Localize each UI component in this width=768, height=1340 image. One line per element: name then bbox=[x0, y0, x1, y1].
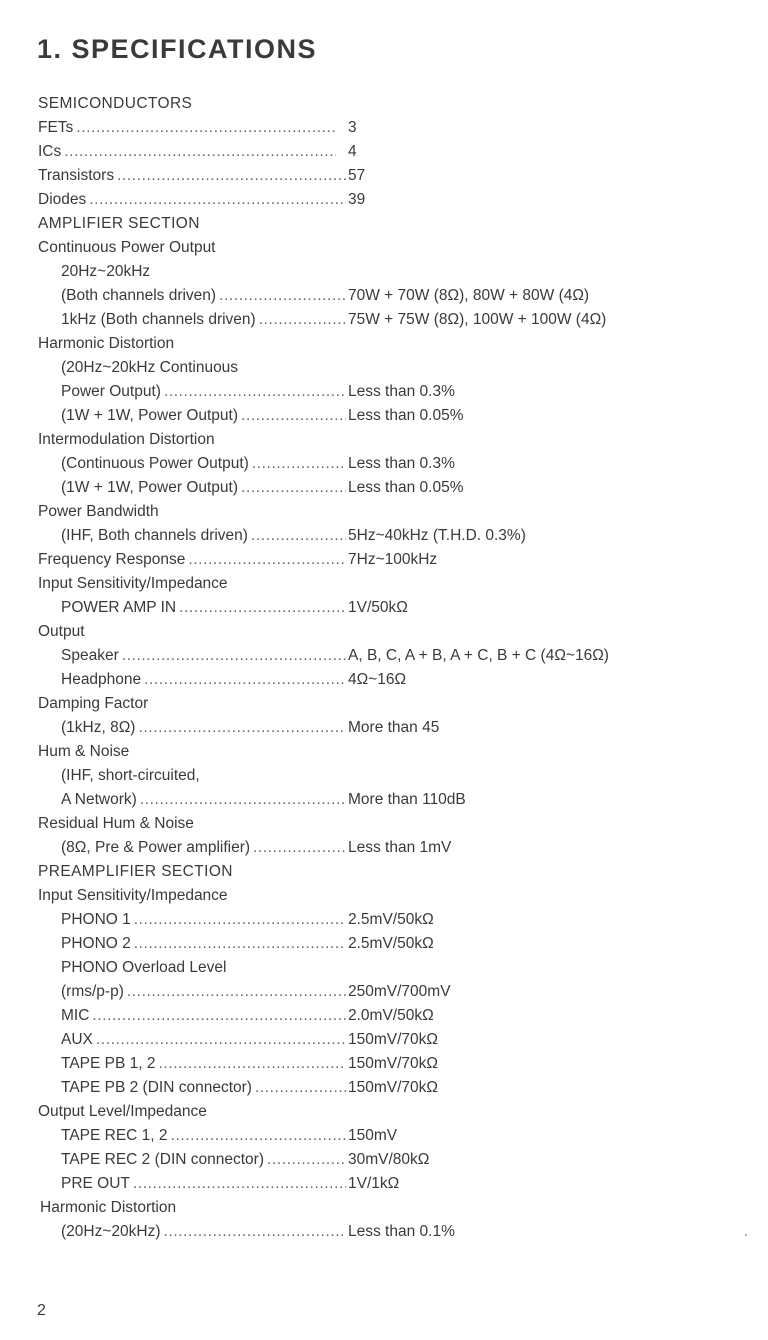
dot-leader bbox=[76, 116, 336, 140]
spec-category-pre-harmonic: Harmonic Distortion bbox=[40, 1199, 177, 1216]
dot-leader bbox=[241, 404, 346, 428]
dot-leader bbox=[253, 836, 346, 860]
spec-row-fets bbox=[0, 116, 768, 140]
dot-leader bbox=[92, 1004, 346, 1028]
spec-label: AUX bbox=[61, 1031, 93, 1048]
spec-category-pre-input: Input Sensitivity/Impedance bbox=[38, 887, 228, 904]
dot-leader bbox=[255, 1076, 346, 1100]
spec-row-harmonic-continuous bbox=[0, 380, 768, 404]
spec-value: 39 bbox=[348, 191, 366, 208]
spec-value: 150mV bbox=[348, 1127, 398, 1144]
spec-label: 1kHz (Both channels driven) bbox=[61, 311, 256, 328]
spec-value: 3 bbox=[348, 119, 357, 136]
dot-leader bbox=[171, 1124, 346, 1148]
spec-label: FETs bbox=[38, 119, 74, 136]
spec-label: (1W + 1W, Power Output) bbox=[61, 407, 239, 424]
spec-row-transistors bbox=[0, 164, 768, 188]
spec-value: 4 bbox=[348, 143, 357, 160]
dot-leader bbox=[219, 284, 346, 308]
spec-value: 1V/50kΩ bbox=[348, 599, 408, 616]
spec-value: 2.5mV/50kΩ bbox=[348, 911, 434, 928]
spec-subline-hum: (IHF, short-circuited, bbox=[61, 767, 200, 784]
dot-leader bbox=[122, 644, 346, 668]
spec-label: MIC bbox=[61, 1007, 90, 1024]
spec-label: PHONO 2 bbox=[61, 935, 131, 952]
section-heading-semiconductors: SEMICONDUCTORS bbox=[38, 95, 193, 112]
spec-value: 150mV/70kΩ bbox=[348, 1079, 438, 1096]
spec-value: 30mV/80kΩ bbox=[348, 1151, 430, 1168]
spec-label: PRE OUT bbox=[61, 1175, 130, 1192]
spec-row-bandwidth bbox=[0, 524, 768, 548]
spec-category-input-sensitivity: Input Sensitivity/Impedance bbox=[38, 575, 228, 592]
spec-row-pre-harmonic bbox=[0, 1220, 768, 1244]
dot-leader bbox=[127, 980, 346, 1004]
spec-row-headphone bbox=[0, 668, 768, 692]
spec-label: (Continuous Power Output) bbox=[61, 455, 249, 472]
spec-value: 5Hz~40kHz (T.H.D. 0.3%) bbox=[348, 527, 526, 544]
spec-label: Frequency Response bbox=[38, 551, 186, 568]
spec-label: TAPE PB 2 (DIN connector) bbox=[61, 1079, 252, 1096]
spec-value: 150mV/70kΩ bbox=[348, 1055, 438, 1072]
spec-label: POWER AMP IN bbox=[61, 599, 177, 616]
dot-leader bbox=[188, 548, 346, 572]
spec-row-tape-rec bbox=[0, 1124, 768, 1148]
spec-row-tape-pb2-din bbox=[0, 1076, 768, 1100]
spec-row-harmonic-1w bbox=[0, 404, 768, 428]
spec-row-tape-rec2-din bbox=[0, 1148, 768, 1172]
spec-category-bandwidth: Power Bandwidth bbox=[38, 503, 159, 520]
spec-label: TAPE REC 1, 2 bbox=[61, 1127, 168, 1144]
spec-subline-phono-overload: PHONO Overload Level bbox=[61, 959, 227, 976]
spec-label: (8Ω, Pre & Power amplifier) bbox=[61, 839, 251, 856]
dot-leader bbox=[251, 524, 346, 548]
spec-row-rms bbox=[0, 980, 768, 1004]
spec-subline-freq: 20Hz~20kHz bbox=[61, 263, 151, 280]
dot-leader bbox=[134, 932, 346, 956]
spec-value: Less than 0.05% bbox=[348, 407, 464, 424]
spec-label: Power Output) bbox=[61, 383, 161, 400]
spec-row-ics bbox=[0, 140, 768, 164]
spec-label: Diodes bbox=[38, 191, 87, 208]
spec-value: A, B, C, A + B, A + C, B + C (4Ω~16Ω) bbox=[348, 647, 609, 664]
spec-label: Transistors bbox=[38, 167, 115, 184]
section-heading-preamplifier: PREAMPLIFIER SECTION bbox=[38, 863, 233, 880]
spec-row-intermod-1w bbox=[0, 476, 768, 500]
spec-row-phono1 bbox=[0, 908, 768, 932]
spec-label: TAPE PB 1, 2 bbox=[61, 1055, 156, 1072]
spec-value: Less than 0.3% bbox=[348, 455, 455, 472]
spec-value: 1V/1kΩ bbox=[348, 1175, 400, 1192]
spec-category-continuous-power: Continuous Power Output bbox=[38, 239, 216, 256]
spec-value: 250mV/700mV bbox=[348, 983, 451, 1000]
spec-row-pre-out bbox=[0, 1172, 768, 1196]
spec-row-phono2 bbox=[0, 932, 768, 956]
spec-category-damping: Damping Factor bbox=[38, 695, 149, 712]
spec-row-hum bbox=[0, 788, 768, 812]
spec-label: (Both channels driven) bbox=[61, 287, 217, 304]
dot-leader bbox=[252, 452, 346, 476]
print-speck bbox=[745, 1234, 747, 1236]
spec-value: 75W + 75W (8Ω), 100W + 100W (4Ω) bbox=[348, 311, 607, 328]
spec-value: Less than 0.05% bbox=[348, 479, 464, 496]
dot-leader bbox=[267, 1148, 346, 1172]
spec-value: 2.5mV/50kΩ bbox=[348, 935, 434, 952]
spec-row-1khz bbox=[0, 308, 768, 332]
spec-row-both-channels bbox=[0, 284, 768, 308]
dot-leader bbox=[164, 1220, 347, 1244]
dot-leader bbox=[64, 140, 336, 164]
spec-value: 4Ω~16Ω bbox=[348, 671, 407, 688]
dot-leader bbox=[89, 188, 346, 212]
spec-value: 7Hz~100kHz bbox=[348, 551, 438, 568]
spec-label: ICs bbox=[38, 143, 62, 160]
spec-value: More than 110dB bbox=[348, 791, 466, 808]
spec-label: Headphone bbox=[61, 671, 142, 688]
page-title: 1. SPECIFICATIONS bbox=[37, 34, 318, 64]
dot-leader bbox=[140, 788, 346, 812]
dot-leader bbox=[241, 476, 346, 500]
spec-row-intermod-continuous bbox=[0, 452, 768, 476]
spec-row-mic bbox=[0, 1004, 768, 1028]
dot-leader bbox=[144, 668, 346, 692]
spec-value: 2.0mV/50kΩ bbox=[348, 1007, 434, 1024]
dot-leader bbox=[134, 908, 346, 932]
spec-label: (rms/p-p) bbox=[61, 983, 124, 1000]
spec-row-aux bbox=[0, 1028, 768, 1052]
spec-value: Less than 1mV bbox=[348, 839, 452, 856]
spec-row-speaker bbox=[0, 644, 768, 668]
dot-leader bbox=[158, 1052, 346, 1076]
spec-value: 57 bbox=[348, 167, 366, 184]
dot-leader bbox=[164, 380, 346, 404]
spec-subline-harmonic: (20Hz~20kHz Continuous bbox=[61, 359, 239, 376]
spec-row-frequency-response bbox=[0, 548, 768, 572]
spec-category-output: Output bbox=[38, 623, 85, 640]
spec-value: 70W + 70W (8Ω), 80W + 80W (4Ω) bbox=[348, 287, 590, 304]
spec-value: 150mV/70kΩ bbox=[348, 1031, 438, 1048]
spec-label: (1W + 1W, Power Output) bbox=[61, 479, 239, 496]
section-heading-amplifier: AMPLIFIER SECTION bbox=[38, 215, 200, 232]
spec-row-diodes bbox=[0, 188, 768, 212]
spec-label: Speaker bbox=[61, 647, 119, 664]
spec-label: (20Hz~20kHz) bbox=[61, 1223, 161, 1240]
spec-label: A Network) bbox=[61, 791, 137, 808]
spec-row-power-amp-in bbox=[0, 596, 768, 620]
spec-row-tape-pb bbox=[0, 1052, 768, 1076]
dot-leader bbox=[133, 1172, 346, 1196]
spec-list bbox=[0, 92, 768, 1244]
spec-category-residual: Residual Hum & Noise bbox=[38, 815, 194, 832]
spec-category-intermod: Intermodulation Distortion bbox=[38, 431, 215, 448]
spec-row-residual bbox=[0, 836, 768, 860]
spec-category-harmonic: Harmonic Distortion bbox=[38, 335, 175, 352]
spec-row-damping bbox=[0, 716, 768, 740]
dot-leader bbox=[117, 164, 346, 188]
spec-value: More than 45 bbox=[348, 719, 440, 736]
dot-leader bbox=[179, 596, 346, 620]
spec-value: Less than 0.1% bbox=[348, 1223, 455, 1240]
spec-label: (IHF, Both channels driven) bbox=[61, 527, 248, 544]
dot-leader bbox=[259, 308, 346, 332]
spec-category-hum: Hum & Noise bbox=[38, 743, 130, 760]
page-number: 2 bbox=[37, 1302, 46, 1319]
spec-value: Less than 0.3% bbox=[348, 383, 455, 400]
spec-label: (1kHz, 8Ω) bbox=[61, 719, 136, 736]
dot-leader bbox=[96, 1028, 346, 1052]
dot-leader bbox=[138, 716, 346, 740]
spec-category-output-level: Output Level/Impedance bbox=[38, 1103, 207, 1120]
spec-label: PHONO 1 bbox=[61, 911, 131, 928]
spec-label: TAPE REC 2 (DIN connector) bbox=[61, 1151, 264, 1168]
